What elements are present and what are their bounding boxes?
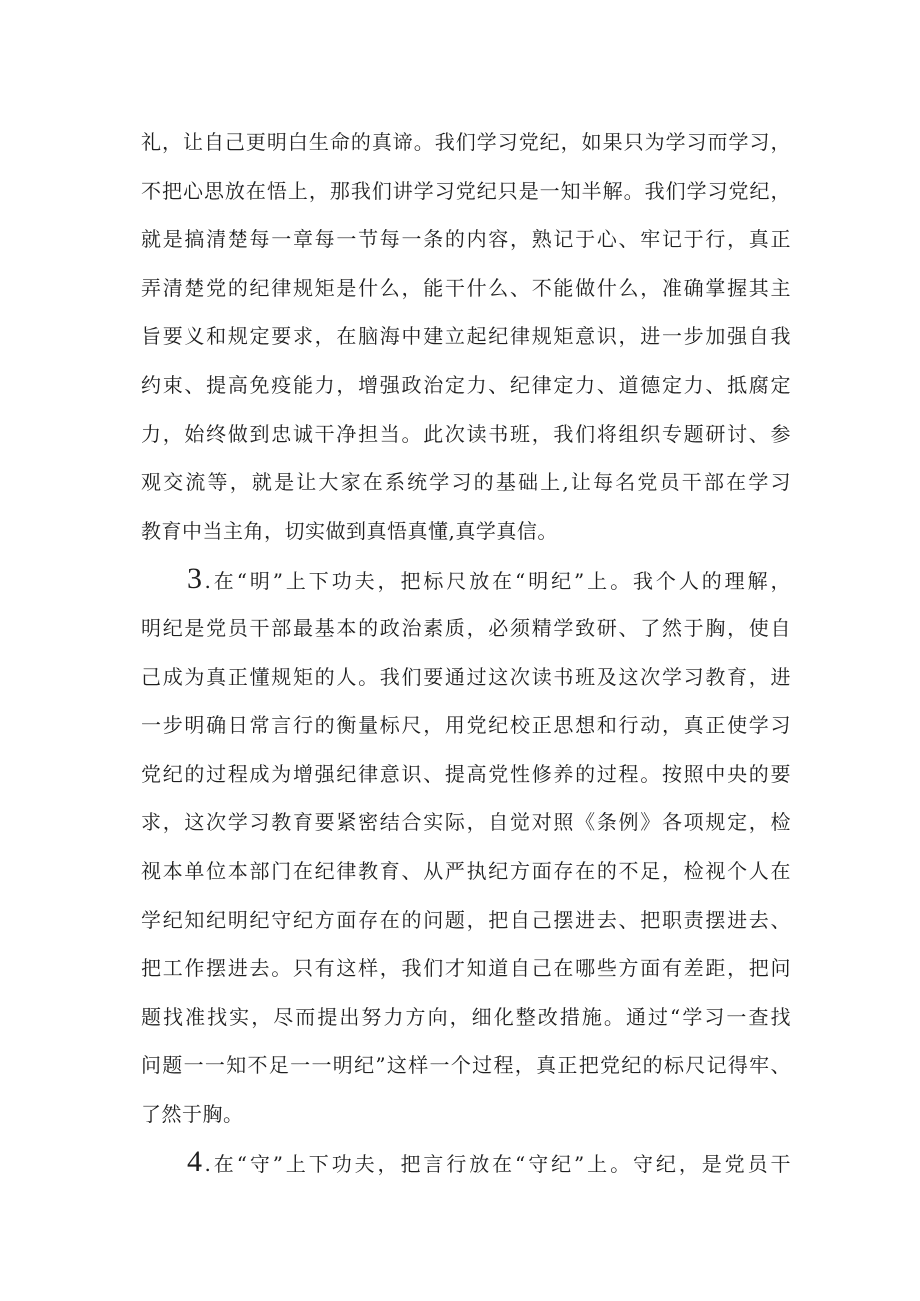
text-line: 把工作摆进去。只有这样，我们才知道自己在哪些方面有差距，把问: [141, 956, 791, 981]
text-line: 问题一一知不足一一明纪”这样一个过程，真正把党纪的标尺记得牢、: [141, 1053, 791, 1078]
heading-text: .在“明”上下功夫，把标尺放在“明纪”上。我个人的理解，: [204, 569, 791, 594]
text-line: 旨要义和规定要求，在脑海中建立起纪律规矩意识，进一步加强自我: [141, 324, 791, 349]
text-line: 求，这次学习教育要紧密结合实际，自觉对照《条例》各项规定，检: [141, 810, 791, 835]
text-line: 礼，让自己更明白生命的真谛。我们学习党纪，如果只为学习而学习，: [141, 130, 791, 154]
section-number: 4: [187, 1145, 203, 1179]
heading-text: .在“守”上下功夫，把言行放在“守纪”上。守纪，是党员干: [204, 1152, 791, 1177]
text-line: 了然于胸。: [141, 1101, 244, 1126]
text-line: 约束、提高免疫能力，增强政治定力、纪律定力、道德定力、抵腐定: [141, 372, 791, 397]
text-line: 就是搞清楚每一章每一节每一条的内容，熟记于心、牢记于行，真正: [141, 227, 791, 252]
paragraph-3: [141, 1138, 791, 1187]
text-line: 不把心思放在悟上，那我们讲学习党纪只是一知半解。我们学习党纪，: [141, 178, 791, 203]
text-line: 一步明确日常言行的衡量标尺，用党纪校正思想和行动，真正使学习: [141, 713, 791, 738]
paragraph-1: [141, 118, 791, 555]
text-line: 观交流等，就是让大家在系统学习的基础上,让每名党员干部在学习: [141, 470, 791, 495]
paragraph-heading-line: [141, 555, 791, 604]
text-line: 教育中当主角，切实做到真悟真懂,真学真信。: [141, 518, 558, 543]
text-line: 己成为真正懂规矩的人。我们要通过这次读书班及这次学习教育，进: [141, 664, 791, 689]
text-line: 学纪知纪明纪守纪方面存在的问题，把自己摆进去、把职责摆进去、: [141, 907, 791, 932]
section-number: 3: [187, 562, 203, 596]
paragraph-heading-line: [141, 1138, 791, 1187]
text-line: 弄清楚党的纪律规矩是什么，能干什么、不能做什么，准确掌握其主: [141, 275, 791, 300]
text-line: 视本单位本部门在纪律教育、从严执纪方面存在的不足，检视个人在: [141, 858, 791, 883]
paragraph-2: [141, 555, 791, 1138]
text-line: 党纪的过程成为增强纪律意识、提高党性修养的过程。按照中央的要: [141, 761, 791, 786]
text-line: 明纪是党员干部最基本的政治素质，必须精学致研、了然于胸，使自: [141, 615, 791, 640]
document-body: [141, 118, 791, 1187]
text-line: 力，始终做到忠诚干净担当。此次读书班，我们将组织专题研讨、参: [141, 421, 791, 446]
text-line: 题找准找实，尽而提出努力方向，细化整改措施。通过“学习一查找: [141, 1004, 791, 1029]
